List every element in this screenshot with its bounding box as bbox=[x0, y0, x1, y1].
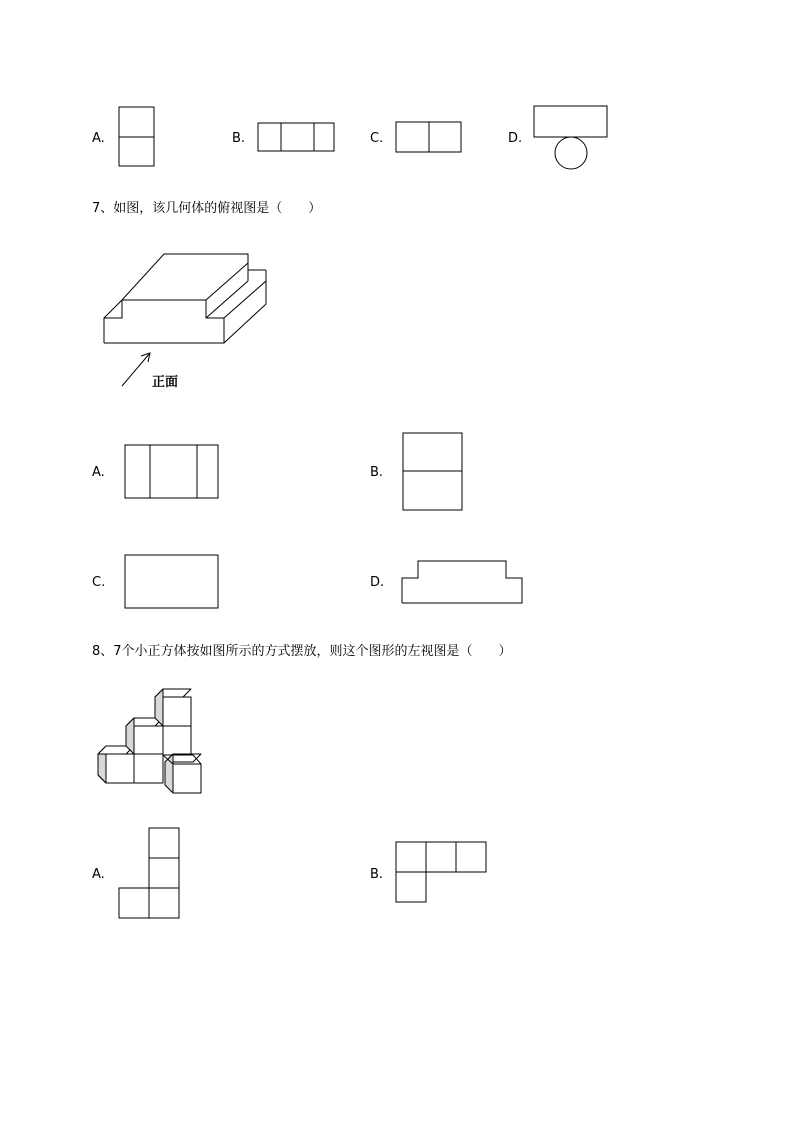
q7-option-b-label[interactable]: B. bbox=[370, 465, 384, 480]
q8-option-a-label[interactable]: A. bbox=[92, 867, 105, 882]
q8-stem: 8、7个小正方体按如图所示的方式摆放，则这个图形的左视图是（ ） bbox=[92, 644, 512, 659]
q7-front-label: 正面 bbox=[152, 375, 179, 390]
q7-stem: 7、如图，该几何体的俯视图是（ ） bbox=[92, 201, 322, 216]
q7-option-d-label[interactable]: D. bbox=[370, 575, 385, 590]
q6-option-d-label[interactable]: D. bbox=[508, 131, 523, 146]
q8-figure-a bbox=[119, 828, 179, 918]
q8-option-b-label[interactable]: B. bbox=[370, 867, 384, 882]
q7-option-a-label[interactable]: A. bbox=[92, 465, 105, 480]
q6-option-a-label[interactable]: A. bbox=[92, 131, 105, 146]
q6-option-c-label[interactable]: C. bbox=[370, 131, 384, 146]
q8-figure-b bbox=[396, 842, 486, 902]
q6-option-b-label[interactable]: B. bbox=[232, 131, 246, 146]
q7-option-c-label[interactable]: C. bbox=[92, 575, 106, 590]
